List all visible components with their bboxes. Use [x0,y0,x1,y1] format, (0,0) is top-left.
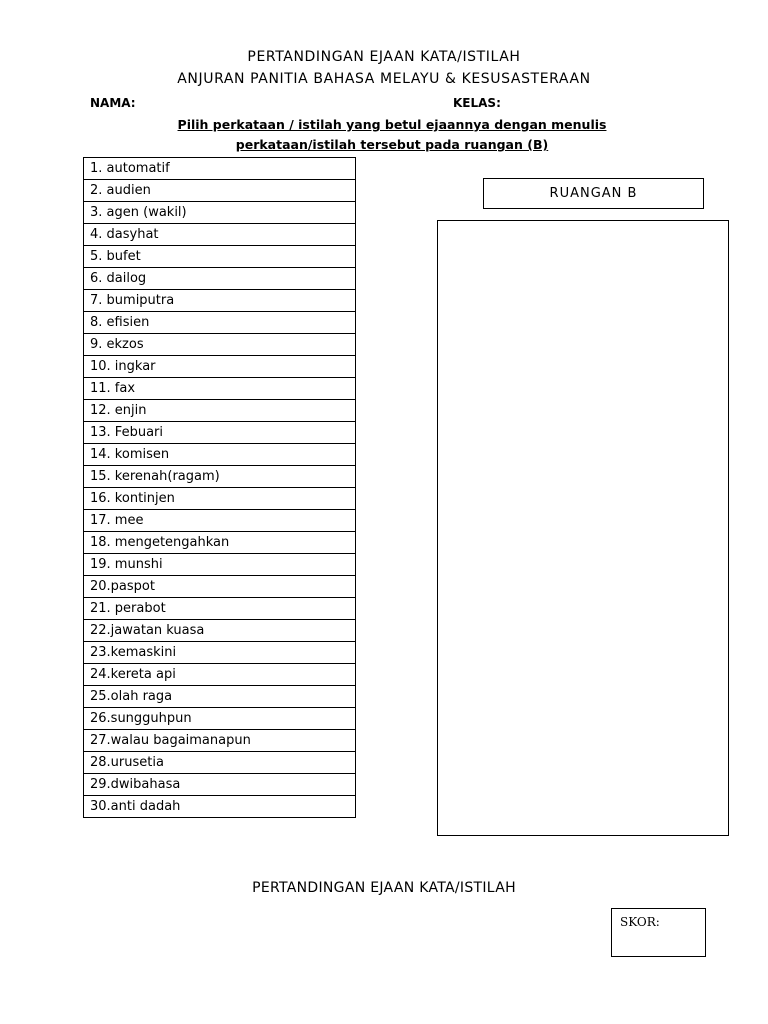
word-item: 26.sungguhpun [84,708,356,730]
word-row [84,334,356,356]
ruangan-b-title: RUANGAN B [483,178,704,209]
word-item: 4. dasyhat [84,224,356,246]
word-item: 9. ekzos [84,334,356,356]
word-row [84,158,356,180]
word-row [84,180,356,202]
instruction-line-1: Pilih perkataan / istilah yang betul ejaannya dengan menulis [177,117,607,132]
word-row [84,708,356,730]
word-row [84,686,356,708]
word-item: 18. mengetengahkan [84,532,356,554]
footer-title: PERTANDINGAN EJAAN KATA/ISTILAH [252,880,516,896]
word-item: 28.urusetia [84,752,356,774]
word-item: 17. mee [84,510,356,532]
score-box[interactable] [611,908,706,957]
word-row [84,752,356,774]
word-item: 5. bufet [84,246,356,268]
word-item: 10. ingkar [84,356,356,378]
word-row [84,224,356,246]
word-row [84,796,356,818]
word-item: 30.anti dadah [84,796,356,818]
word-row [84,268,356,290]
word-row [84,400,356,422]
word-item: 11. fax [84,378,356,400]
word-row [84,774,356,796]
word-row [84,356,356,378]
word-row [84,488,356,510]
word-row [84,246,356,268]
word-item: 1. automatif [84,158,356,180]
word-row [84,378,356,400]
header-subtitle: ANJURAN PANITIA BAHASA MELAYU & KESUSASTERAAN [177,71,591,87]
word-row [84,202,356,224]
instruction-line-2: perkataan/istilah tersebut pada ruangan (B) [235,137,549,152]
word-item: 14. komisen [84,444,356,466]
word-item: 16. kontinjen [84,488,356,510]
word-item: 21. perabot [84,598,356,620]
word-item: 20.paspot [84,576,356,598]
word-item: 15. kerenah(ragam) [84,466,356,488]
word-item: 19. munshi [84,554,356,576]
word-row [84,576,356,598]
word-row [84,466,356,488]
word-item: 27.walau bagaimanapun [84,730,356,752]
word-row [84,444,356,466]
word-item: 22.jawatan kuasa [84,620,356,642]
word-item: 3. agen (wakil) [84,202,356,224]
score-label: SKOR: [620,915,660,929]
word-item: 7. bumiputra [84,290,356,312]
word-item: 24.kereta api [84,664,356,686]
word-item: 8. efisien [84,312,356,334]
kelas-label: KELAS: [453,96,501,110]
word-row [84,664,356,686]
word-item: 29.dwibahasa [84,774,356,796]
word-row [84,290,356,312]
word-row [84,598,356,620]
word-item: 6. dailog [84,268,356,290]
word-row [84,422,356,444]
word-item: 2. audien [84,180,356,202]
word-row [84,532,356,554]
word-row [84,554,356,576]
header-title: PERTANDINGAN EJAAN KATA/ISTILAH [247,49,521,65]
word-item: 25.olah raga [84,686,356,708]
word-row [84,510,356,532]
word-row [84,620,356,642]
word-row [84,312,356,334]
nama-label: NAMA: [90,96,136,110]
word-item: 23.kemaskini [84,642,356,664]
word-item: 12. enjin [84,400,356,422]
word-row [84,642,356,664]
word-list-table [83,157,356,818]
word-item: 13. Febuari [84,422,356,444]
ruangan-b-answer-box[interactable] [437,220,729,836]
word-row [84,730,356,752]
